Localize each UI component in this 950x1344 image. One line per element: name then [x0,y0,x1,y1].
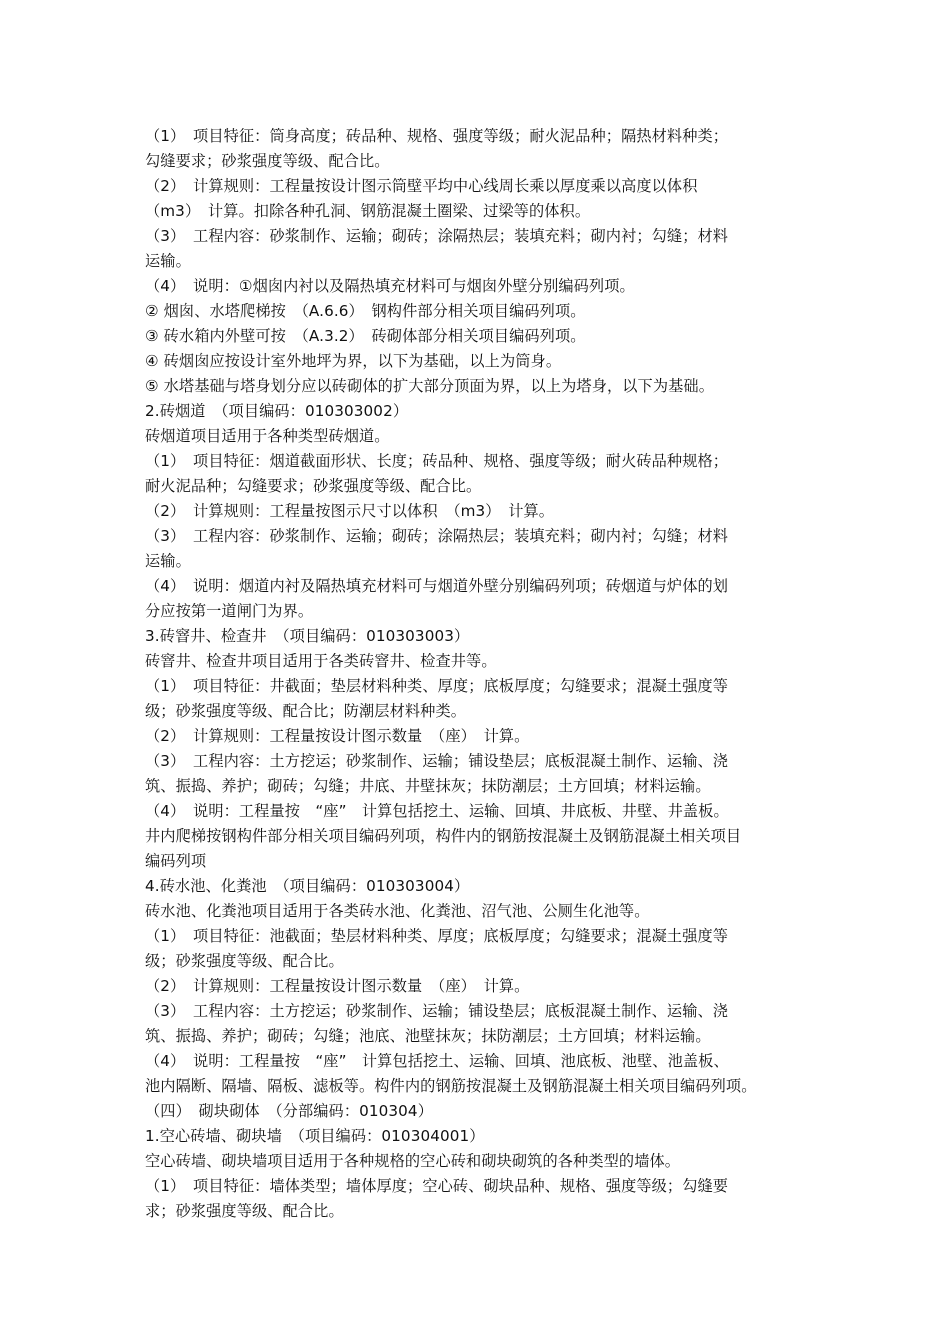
text-line: （4） 说明：①烟囱内衬以及隔热填充材料可与烟囱外壁分别编码列项。 [145,277,635,295]
text-line: （3） 工程内容：砂浆制作、运输；砌砖；涂隔热层；装填充料；砌内衬；勾缝；材料 [145,527,729,545]
text-line: 运输。 [145,252,191,270]
text-line: 耐火泥品种；勾缝要求；砂浆强度等级、配合比。 [145,477,482,495]
text-line: （m3） 计算。扣除各种孔洞、钢筋混凝土圈梁、过梁等的体积。 [145,202,591,220]
text-line: ④ 砖烟囱应按设计室外地坪为界，以下为基础，以上为筒身。 [145,352,562,370]
text-line: 分应按第一道闸门为界。 [145,602,314,620]
text-line: 空心砖墙、砌块墙项目适用于各种规格的空心砖和砌块砌筑的各种类型的墙体。 [145,1152,681,1170]
text-line: （1） 项目特征：筒身高度；砖品种、规格、强度等级；耐火泥品种；隔热材料种类； [145,127,729,145]
text-line: 砖窨井、检查井项目适用于各类砖窨井、检查井等。 [145,652,497,670]
text-line: （2） 计算规则：工程量按设计图示数量 （座） 计算。 [145,977,530,995]
text-line: 井内爬梯按钢构件部分相关项目编码列项，构件内的钢筋按混凝土及钢筋混凝土相关项目 [145,827,742,845]
section-heading: 1.空心砖墙、砌块墙 （项目编码：010304001） [145,1127,485,1145]
text-line: （4） 说明：工程量按 “座” 计算包括挖土、运输、回填、井底板、井壁、井盖板。 [145,802,729,820]
section-heading: （四） 砌块砌体 （分部编码：010304） [145,1102,433,1120]
text-line: （2） 计算规则：工程量按设计图示数量 （座） 计算。 [145,727,530,745]
text-line: 编码列项 [145,852,207,870]
text-line: 运输。 [145,552,191,570]
text-line: （2） 计算规则：工程量按图示尺寸以体积 （m3） 计算。 [145,502,555,520]
text-line: （2） 计算规则：工程量按设计图示筒壁平均中心线周长乘以厚度乘以高度以体积 [145,177,698,195]
text-line: 级；砂浆强度等级、配合比。 [145,952,344,970]
section-heading: 4.砖水池、化粪池 （项目编码：010303004） [145,877,470,895]
text-line: （4） 说明：烟道内衬及隔热填充材料可与烟道外壁分别编码列项；砖烟道与炉体的划 [145,577,729,595]
text-line: ② 烟囱、水塔爬梯按 （A.6.6） 钢构件部分相关项目编码列项。 [145,302,586,320]
text-line: （4） 说明：工程量按 “座” 计算包括挖土、运输、回填、池底板、池壁、池盖板、 [145,1052,729,1070]
text-line: 筑、振捣、养护；砌砖；勾缝；井底、井壁抹灰；抹防潮层；土方回填；材料运输。 [145,777,711,795]
text-line: ③ 砖水箱内外壁可按 （A.3.2） 砖砌体部分相关项目编码列项。 [145,327,586,345]
text-line: 筑、振捣、养护；砌砖；勾缝；池底、池壁抹灰；抹防潮层；土方回填；材料运输。 [145,1027,711,1045]
text-line: （1） 项目特征：墙体类型；墙体厚度；空心砖、砌块品种、规格、强度等级；勾缝要 [145,1177,729,1195]
text-line: （3） 工程内容：土方挖运；砂浆制作、运输；铺设垫层；底板混凝土制作、运输、浇 [145,1002,729,1020]
section-heading: 3.砖窨井、检查井 （项目编码：010303003） [145,627,470,645]
text-line: 求；砂浆强度等级、配合比。 [145,1202,344,1220]
section-heading: 2.砖烟道 （项目编码：010303002） [145,402,409,420]
text-line: （3） 工程内容：土方挖运；砂浆制作、运输；铺设垫层；底板混凝土制作、运输、浇 [145,752,729,770]
text-line: 级；砂浆强度等级、配合比；防潮层材料种类。 [145,702,467,720]
text-line: （1） 项目特征：井截面；垫层材料种类、厚度；底板厚度；勾缝要求；混凝土强度等 [145,677,729,695]
text-line: （1） 项目特征：池截面；垫层材料种类、厚度；底板厚度；勾缝要求；混凝土强度等 [145,927,729,945]
text-line: 砖烟道项目适用于各种类型砖烟道。 [145,427,390,445]
text-line: ⑤ 水塔基础与塔身划分应以砖砌体的扩大部分顶面为界，以上为塔身，以下为基础。 [145,377,714,395]
text-line: （3） 工程内容：砂浆制作、运输；砌砖；涂隔热层；装填充料；砌内衬；勾缝；材料 [145,227,729,245]
text-line: 勾缝要求；砂浆强度等级、配合比。 [145,152,390,170]
text-line: 池内隔断、隔墙、隔板、滤板等。构件内的钢筋按混凝土及钢筋混凝土相关项目编码列项。 [145,1077,757,1095]
text-line: （1） 项目特征：烟道截面形状、长度；砖品种、规格、强度等级；耐火砖品种规格； [145,452,729,470]
text-line: 砖水池、化粪池项目适用于各类砖水池、化粪池、沼气池、公厕生化池等。 [145,902,650,920]
